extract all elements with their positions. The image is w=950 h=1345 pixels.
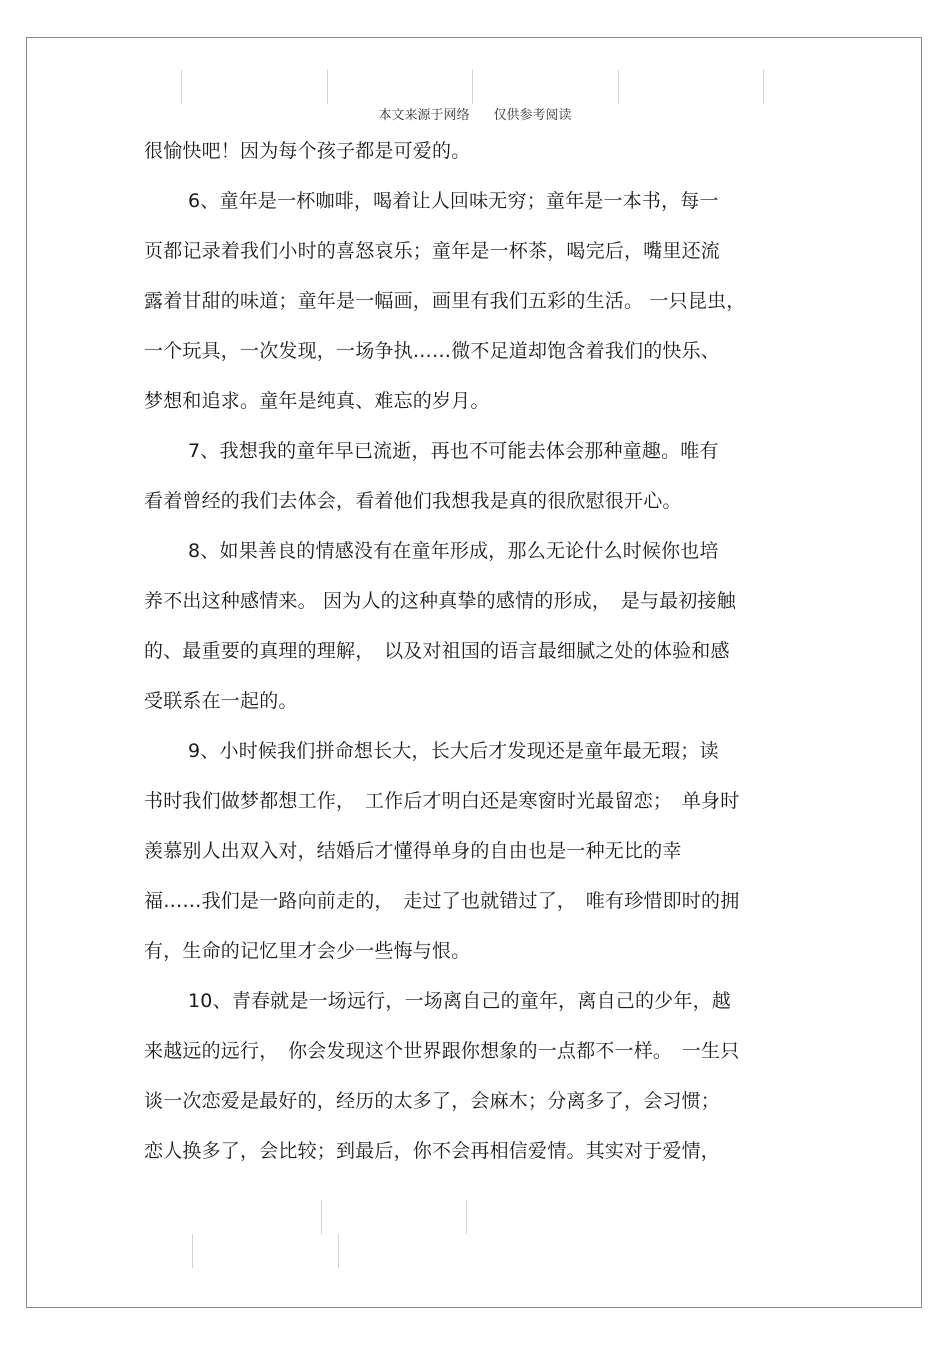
text-line: 谈一次恋爱是最好的，经历的太多了，会麻木；分离多了，会习惯； — [144, 1090, 721, 1112]
column-tick — [466, 1200, 467, 1234]
header-source-note: 本文来源于网络 — [378, 108, 470, 123]
text-line: 7、我想我的童年早已流逝，再也不可能去体会那种童趣。唯有 — [188, 440, 719, 462]
text-line: 9、小时候我们拼命想长大，长大后才发现还是童年最无瑕；读 — [188, 740, 719, 762]
text-line: 梦想和追求。童年是纯真、难忘的岁月。 — [144, 390, 490, 412]
text-line: 来越远的远行， 你会发现这个世界跟你想象的一点都不一样。 一生只 — [144, 1040, 740, 1062]
column-tick — [338, 1234, 339, 1268]
column-tick — [192, 1234, 193, 1268]
text-line: 福……我们是一路向前走的， 走过了也就错过了， 唯有珍惜即时的拥 — [144, 890, 740, 912]
page-header — [0, 104, 950, 123]
text-line: 一个玩具，一次发现，一场争执……微不足道却饱含着我们的快乐、 — [144, 340, 721, 362]
text-line: 很愉快吧！因为每个孩子都是可爱的。 — [144, 140, 471, 162]
column-tick — [618, 70, 619, 104]
text-line: 10、青春就是一场远行，一场离自己的童年，离自己的少年，越 — [188, 990, 731, 1012]
text-line: 6、童年是一杯咖啡，喝着让人回味无穷；童年是一本书，每一 — [188, 190, 719, 212]
header-reference-note: 仅供参考阅读 — [493, 108, 572, 123]
body-text — [144, 126, 810, 1176]
column-tick — [763, 70, 764, 104]
text-line: 8、如果善良的情感没有在童年形成，那么无论什么时候你也培 — [188, 540, 719, 562]
text-line: 的、最重要的真理的理解， 以及对祖国的语言最细腻之处的体验和感 — [144, 640, 730, 662]
column-tick — [327, 70, 328, 104]
text-line: 羡慕别人出双入对，结婚后才懂得单身的自由也是一种无比的幸 — [144, 840, 682, 862]
text-line: 书时我们做梦都想工作， 工作后才明白还是寒窗时光最留恋； 单身时 — [144, 790, 740, 812]
column-tick — [321, 1200, 322, 1234]
text-line: 有，生命的记忆里才会少一些悔与恨。 — [144, 940, 471, 962]
text-line: 看着曾经的我们去体会，看着他们我想我是真的很欣慰很开心。 — [144, 490, 682, 512]
text-line: 养不出这种感情来。 因为人的这种真挚的感情的形成， 是与最初接触 — [144, 590, 736, 612]
column-tick — [472, 70, 473, 104]
text-line: 页都记录着我们小时的喜怒哀乐；童年是一杯茶，喝完后，嘴里还流 — [144, 240, 721, 262]
text-line: 露着甘甜的味道；童年是一幅画，画里有我们五彩的生活。 一只昆虫， — [144, 290, 746, 312]
text-line: 受联系在一起的。 — [144, 690, 298, 712]
column-tick — [181, 70, 182, 104]
text-line: 恋人换多了，会比较；到最后，你不会再相信爱情。其实对于爱情， — [144, 1140, 721, 1162]
